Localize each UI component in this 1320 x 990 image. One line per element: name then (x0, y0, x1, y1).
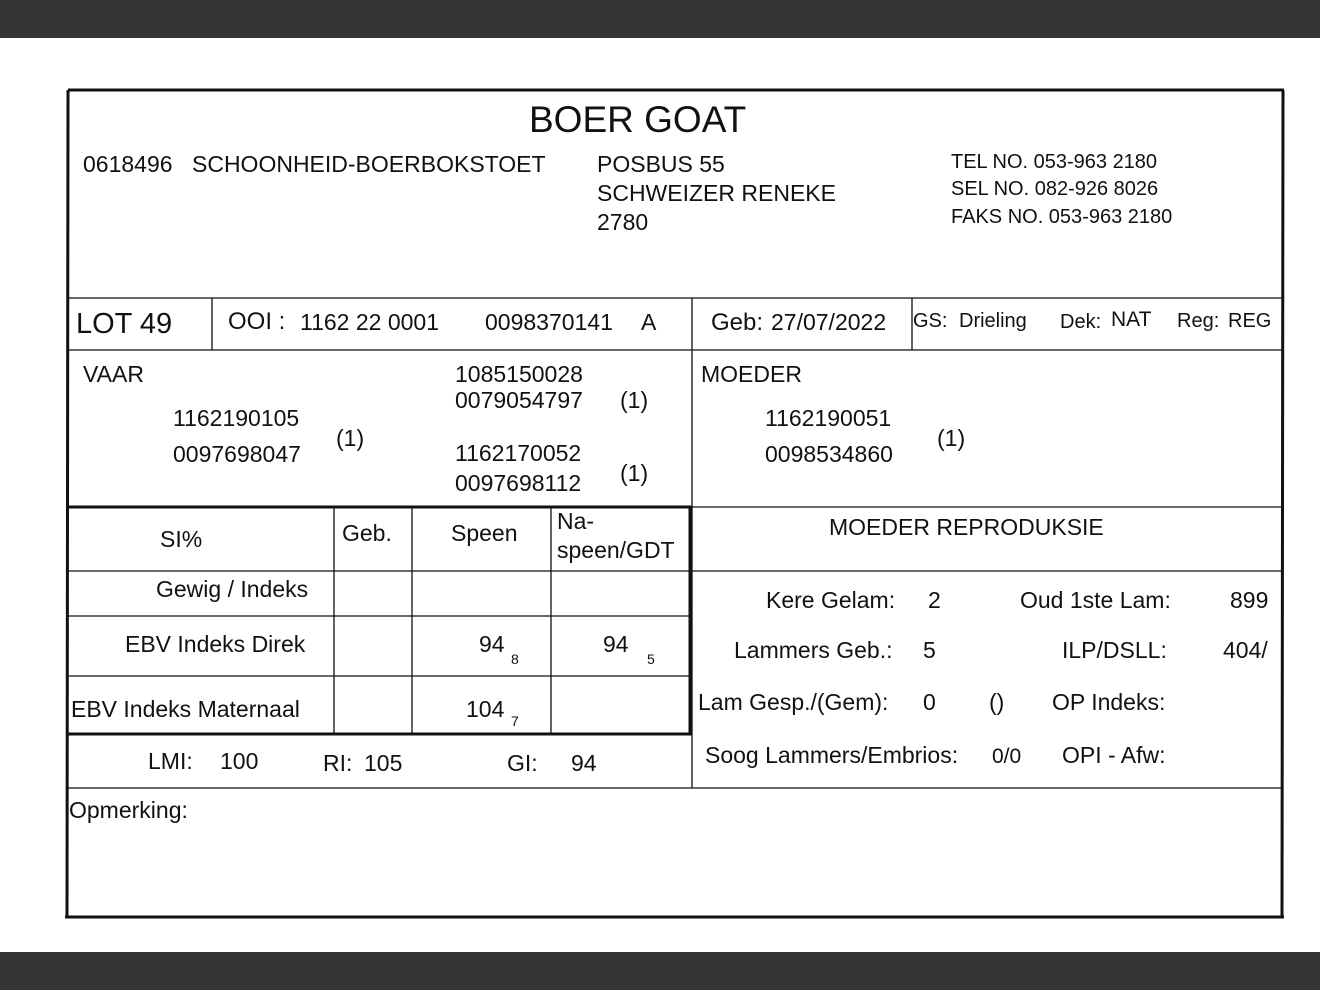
header-speen: Speen (451, 520, 518, 546)
moeder-id: 1162190051 (765, 405, 892, 431)
kere-gelam-label: Kere Gelam: (766, 587, 896, 613)
header-naspeen-1: Na- (557, 508, 595, 534)
vaar-vaar-id: 1085150028 (455, 361, 583, 387)
ooi-grade: A (641, 309, 657, 335)
oud-1ste-lam-value: 899 (1230, 587, 1269, 613)
lmi-label: LMI: (148, 748, 193, 774)
ooi-id: 1162 22 0001 (300, 309, 439, 335)
dek-label: Dek: (1060, 311, 1102, 333)
moeder-mark: (1) (937, 425, 966, 451)
vaar-moeder-mark: (1) (620, 460, 649, 486)
breeder-name: SCHOONHEID-BOERBOKSTOET (192, 151, 546, 177)
header-naspeen-2: speen/GDT (557, 537, 675, 563)
address-line-2: SCHWEIZER RENEKE (597, 180, 836, 206)
moeder-label: MOEDER (701, 361, 802, 387)
lam-gesp-value: 0 (923, 689, 936, 715)
op-indeks-label: OP Indeks: (1052, 689, 1166, 715)
vaar-reg: 0097698047 (173, 441, 301, 467)
vaar-vaar-mark: (1) (620, 387, 649, 413)
soog-lammers-value: 0/0 (992, 745, 1022, 768)
direk-naspeen-subscript: 5 (647, 651, 655, 667)
ri-label: RI: (323, 750, 353, 776)
header-geb: Geb. (342, 520, 392, 546)
vaar-moeder-reg: 0097698112 (455, 470, 582, 496)
address-line-1: POSBUS 55 (597, 151, 725, 177)
lot-number: LOT 49 (76, 308, 173, 340)
gs-value: Drieling (959, 310, 1027, 332)
direk-speen-value: 94 (479, 631, 505, 657)
lam-gesp-label: Lam Gesp./(Gem): (698, 689, 889, 715)
geb-value: 27/07/2022 (771, 309, 887, 335)
ilp-dsll-label: ILP/DSLL: (1062, 637, 1167, 663)
kere-gelam-value: 2 (928, 587, 941, 613)
row-label-gewig: Gewig / Indeks (156, 576, 309, 602)
ooi-reg-number: 0098370141 (485, 309, 613, 335)
lammers-geb-value: 5 (923, 637, 936, 663)
gi-label: GI: (507, 750, 538, 776)
geb-label: Geb: (711, 309, 764, 336)
row-label-ebv-direk: EBV Indeks Direk (125, 631, 306, 657)
contact-tel: TEL NO. 053-963 2180 (951, 151, 1158, 173)
lammers-geb-label: Lammers Geb.: (734, 637, 893, 663)
lmi-value: 100 (220, 748, 259, 774)
soog-lammers-label: Soog Lammers/Embrios: (705, 742, 959, 768)
dek-value: NAT (1111, 308, 1152, 331)
vaar-mark: (1) (336, 425, 365, 451)
contact-sel: SEL NO. 082-926 8026 (951, 178, 1159, 200)
card-title: BOER GOAT (529, 99, 747, 140)
reproduction-title: MOEDER REPRODUKSIE (829, 514, 1104, 540)
header-si-percent: SI% (160, 526, 203, 552)
reg-value: REG (1228, 310, 1272, 332)
remarks-label: Opmerking: (69, 797, 188, 823)
contact-faks: FAKS NO. 053-963 2180 (951, 206, 1173, 228)
gi-value: 94 (571, 750, 597, 776)
vaar-moeder-id: 1162170052 (455, 440, 582, 466)
oud-1ste-lam-label: Oud 1ste Lam: (1020, 587, 1171, 613)
vaar-id: 1162190105 (173, 405, 300, 431)
row-label-ebv-maternaal: EBV Indeks Maternaal (71, 696, 300, 722)
gs-label: GS: (913, 310, 948, 332)
vaar-label: VAAR (83, 361, 144, 387)
ooi-label: OOI : (228, 308, 286, 335)
address-line-3: 2780 (597, 209, 649, 235)
reg-label: Reg: (1177, 310, 1220, 332)
breeder-number: 0618496 (83, 151, 173, 177)
direk-naspeen-value: 94 (603, 631, 629, 657)
direk-speen-subscript: 8 (511, 651, 519, 667)
opi-afw-label: OPI - Afw: (1062, 742, 1166, 768)
moeder-reg: 0098534860 (765, 441, 893, 467)
maternaal-speen-subscript: 7 (511, 713, 519, 729)
vaar-vaar-reg: 0079054797 (455, 387, 583, 413)
ilp-dsll-value: 404/ (1223, 637, 1268, 663)
ri-value: 105 (364, 750, 403, 776)
lam-gesp-gem: () (989, 689, 1005, 715)
maternaal-speen-value: 104 (466, 696, 505, 722)
